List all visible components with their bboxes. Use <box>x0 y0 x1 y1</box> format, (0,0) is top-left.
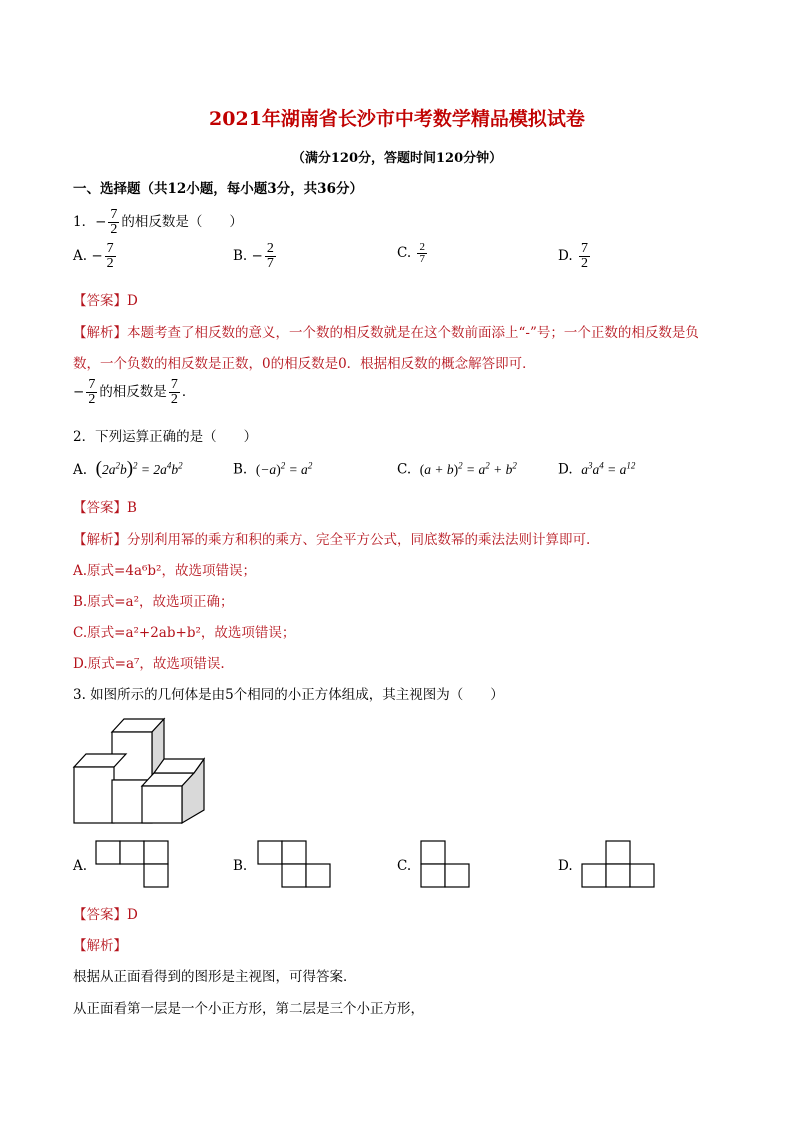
q1-answer: 【答案】D <box>73 293 138 309</box>
q1-analysis-line-3: − $\frac{7}{2}$ 的相反数是 $\frac{7}{2}$ ． <box>73 377 196 407</box>
q1-option-a[interactable]: A. − $\frac{7}{2}$ <box>73 241 114 271</box>
page-subtitle: （满分120分，答题时间120分钟） <box>291 151 503 166</box>
cube-solid-figure <box>72 714 212 829</box>
fraction: $\frac{7}{2}$ <box>110 207 118 237</box>
option-a-figure <box>95 840 170 890</box>
option-b-figure <box>257 840 332 890</box>
q2-analysis: 【解析】分别利用幂的乘方和积的乘方、完全平方公式，同底数幂的乘法法则计算即可. <box>73 532 591 548</box>
q2-analysis-b: B.原式=a²，故选项正确； <box>73 594 234 610</box>
q2-option-d[interactable]: D. $a^3a^4 = a^{12}$ <box>558 460 636 478</box>
q3-option-a[interactable]: A. <box>73 858 88 874</box>
question-3-stem: 3. 如图所示的几何体是由5个相同的小正方体组成，其主视图为（ ） <box>73 687 504 703</box>
q3-option-b[interactable]: B. <box>233 858 248 874</box>
q3-option-c[interactable]: C. <box>397 858 412 874</box>
section-heading: 一、选择题（共12小题，每小题3分，共36分） <box>73 181 363 197</box>
q3-analysis-tag: 【解析】 <box>73 938 127 954</box>
q2-analysis-c: C.原式=a²+2ab+b²，故选项错误； <box>73 625 296 641</box>
q2-analysis-d: D.原式=a⁷，故选项错误. <box>73 656 225 672</box>
formula: $(a + b)^2 = a^2 + b^2$ <box>419 460 517 477</box>
q2-option-a[interactable]: A. $(2a^2b)^2 = 2a^4b^2$ <box>73 458 183 479</box>
q3-answer: 【答案】D <box>73 907 138 923</box>
q2-option-c[interactable]: C. $(a + b)^2 = a^2 + b^2$ <box>397 460 517 478</box>
formula: $a^3a^4 = a^{12}$ <box>581 460 636 477</box>
formula: $(-a)^2 = a^2$ <box>255 460 313 477</box>
q2-analysis-a: A.原式=4a⁶b²，故选项错误； <box>73 563 256 579</box>
q1-option-b[interactable]: B. − $\frac{2}{7}$ <box>233 241 274 271</box>
question-1-stem: 1．− $\frac{7}{2}$ 的相反数是（ ） <box>73 207 243 237</box>
q1-option-d[interactable]: D. $\frac{7}{2}$ <box>558 241 588 271</box>
q2-answer: 【答案】B <box>73 500 137 516</box>
q1-analysis-line-1: 【解析】本题考查了相反数的意义，一个数的相反数就是在这个数前面添上“-”号；一个正数的相反数是负 <box>73 325 699 341</box>
q2-option-b[interactable]: B. $(-a)^2 = a^2$ <box>233 460 313 478</box>
question-2-stem: 2．下列运算正确的是（ ） <box>73 429 258 445</box>
option-c-figure <box>420 840 475 890</box>
q1-option-c[interactable]: C. $\frac{2}{7}$ <box>397 241 425 265</box>
q1-analysis-line-2: 数，一个负数的相反数是正数，0的相反数是0．根据相反数的概念解答即可． <box>73 356 536 372</box>
formula: $(2a^2b)^2 = 2a^4b^2$ <box>95 458 183 479</box>
page-title: 2021年湖南省长沙市中考数学精品模拟试卷 <box>209 108 585 130</box>
q3-analysis-line-1: 根据从正面看得到的图形是主视图，可得答案． <box>73 969 357 985</box>
q3-analysis-line-2: 从正面看第一层是一个小正方形，第二层是三个小正方形， <box>73 1001 424 1017</box>
q3-option-d[interactable]: D. <box>558 858 573 874</box>
option-d-figure <box>581 840 656 890</box>
